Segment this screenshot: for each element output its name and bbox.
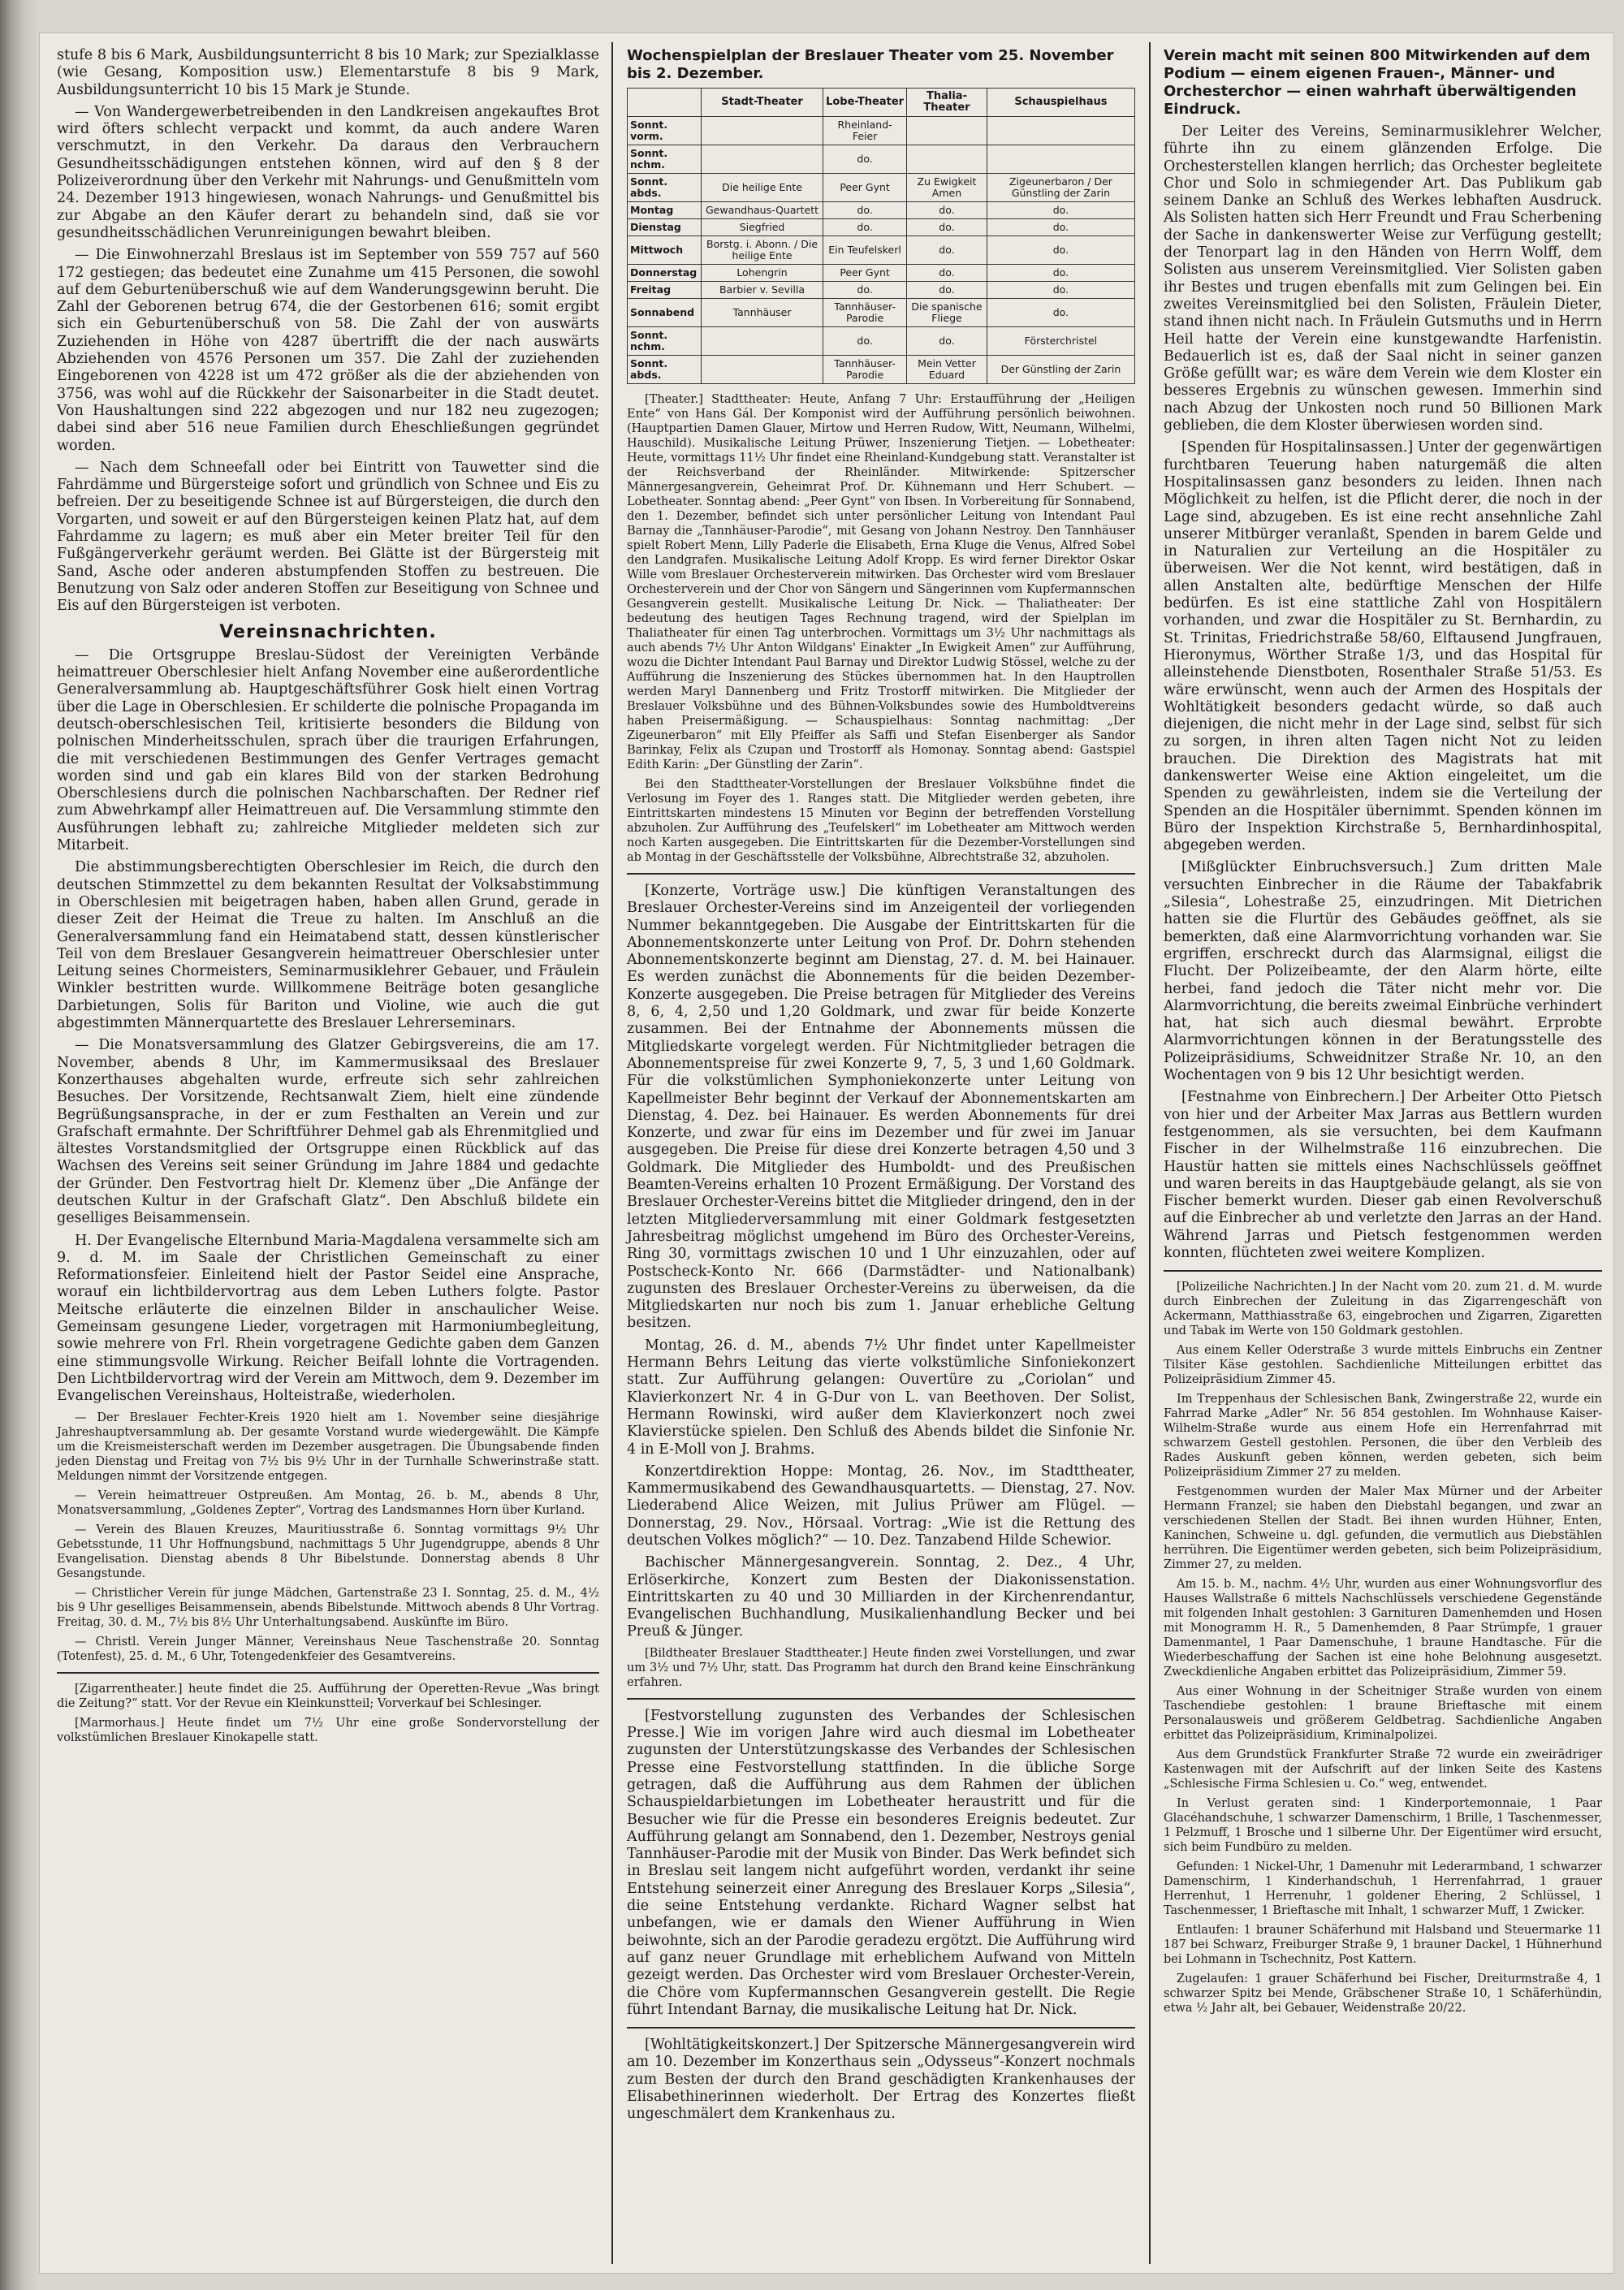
table-row-day: Donnerstag — [628, 265, 702, 282]
table-cell: do. — [907, 327, 987, 356]
notice: Am 15. b. M., nachm. 4½ Uhr, wurden aus einer Wohnungsvorflur des Hauses Wallstraße 6 mittels Nachschlüssels verschiedene Gegenstände mit folgenden Inhalt gestohlen: 3 Garnituren Damenhemden und Hosen mit Monogramm H. R., 5 Damenhemden, 8 Paar Strümpfe, 1 grauer Damenmantel, 1 Paar Damenschuhe, 1 braune Handtasche. Für die Wiederbeschaffung der Sachen ist eine hohe Belohnung ausgesetzt. Zweckdienliche Angaben erbittet das Polizeipräsidium, Zimmer 59. — [1164, 1578, 1602, 1679]
table-cell: Die spanische Fliege — [907, 299, 987, 327]
notice: Aus dem Grundstück Frankfurter Straße 72 wurde ein zweirädriger Kastenwagen mit der Aufschrift auf der linken Seite des Kastens „Schlesische Firma Schlesien u. Co.“ weg, entwendet. — [1164, 1748, 1602, 1791]
small-notices — [57, 1411, 599, 1745]
table-cell: do. — [987, 299, 1134, 327]
notice: Gefunden: 1 Nickel-Uhr, 1 Damenuhr mit Lederarmband, 1 schwarzer Damenschirm, 1 Kinderhandschuh, 1 Herrenfahrrad, 1 grauer Herrenhut, 1 Herrenuhr, 1 goldener Ehering, 2 Schlüssel, 1 Taschenmesser, 1 Brieftasche mit Inhalt, 1 schwarzer Muff, 1 Zwicker. — [1164, 1860, 1602, 1918]
column-rule — [611, 42, 613, 2264]
article-paragraph: — Nach dem Schneefall oder bei Eintritt von Tauwetter sind die Fahrdämme und Bürgersteige sofort und gründlich von Schnee und Eis zu befreien. Der zu beseitigende Schnee ist auf Bürgersteigen, die durch den Vorgarten, und soweit er auf den Bürgersteigen keinen Platz hat, auf dem Fahrdamme zu lagern; es muß aber ein Meter breiter Teil für den Fußgängerverkehr geräumt werden. Bei Glätte ist der Bürgersteig mit Sand, Asche oder anderen abstumpfenden Stoffen zu bestreuen. Die Benutzung von Salz oder anderen Stoffen zur Beseitigung von Schnee und Eis auf den Bürgersteigen ist verboten. — [57, 459, 599, 615]
article-paragraph: Bei den Stadttheater-Vorstellungen der Breslauer Volksbühne findet die Verlosung im Foyer des 1. Ranges statt. Die Mitglieder werden gebeten, ihre Eintrittskarten mindestens 15 Minuten vor Beginn der betreffenden Vorstellung abzuholen. Zur Aufführung des „Teufelskerl“ im Lobetheater am Mittwoch werden noch Karten ausgegeben. Die Eintrittskarten für die Dezember-Vorstellungen sind ab Montag in der Geschäftsstelle der Volksbühne, Albrechtstraße 32, abzuholen. — [627, 778, 1135, 864]
article-paragraph: stufe 8 bis 6 Mark, Ausbildungsunterricht 8 bis 10 Mark; zur Spezialklasse (wie Gesang, Komposition usw.) Elementarstufe 8 bis 9 Mark, Ausbildungsunterricht 10 bis 15 Mark je Stunde. — [57, 47, 599, 98]
notice: — Verein heimattreuer Ostpreußen. Am Montag, 26. b. M., abends 8 Uhr, Monatsversammlung, „Goldenes Zepter“, Vortrag des Landsmannes Horn über Kurland. — [57, 1488, 599, 1517]
table-row — [628, 327, 1135, 356]
table-row — [628, 145, 1135, 174]
table-cell — [702, 117, 823, 145]
column-left — [57, 47, 599, 1750]
table-cell: Mein Vetter Eduard — [907, 356, 987, 384]
notice: Im Treppenhaus der Schlesischen Bank, Zwingerstraße 22, wurde ein Fahrrad Marke „Adler“ Nr. 56 854 gestohlen. Im Wohnhause Kaiser-Wilhelm-Straße wurde aus einem Hofe ein Herrenfahrrad mit schwarzem Gestell gestohlen. Personen, die über den Verbleib des Rades Auskunft geben können, werden gebeten, sich beim Polizeipräsidium Zimmer 27 zu melden. — [1164, 1393, 1602, 1480]
table-cell: Gewandhaus-Quartett — [702, 202, 823, 219]
table-cell: Borstg. i. Abonn. / Die heilige Ente — [702, 236, 823, 265]
table-cell: Peer Gynt — [823, 265, 907, 282]
notice: — Christl. Verein Junger Männer, Vereinshaus Neue Taschenstraße 20. Sonntag (Totenfest), 25. d. M., 6 Uhr, Totengedenkfeier des Gesamtvereins. — [57, 1635, 599, 1663]
table-row-day: Dienstag — [628, 219, 702, 236]
table-cell: Peer Gynt — [823, 174, 907, 202]
article-paragraph: [Theater.] Stadttheater: Heute, Anfang 7 Uhr: Erstaufführung der „Heiligen Ente“ von Hans Gál. Der Komponist wird der Aufführung persönlich beiwohnen. (Hauptpartien Damen Glauer, Mirtow und Herren Rudow, Witt, Neumann, Wilhelmi, Hauschild). Musikalische Leitung Prüwer, Inszenierung Tietjen. — Lobetheater: Heute, vormittags 11½ Uhr findet eine Rheinland-Kundgebung statt. Veranstalter ist der Reichsverband der Rheinländer. Mitwirkende: Spitzerscher Männergesangverein, Geheimrat Prof. Dr. Kühnemann und Herr Schubert. — Lobetheater. Sonntag abend: „Peer Gynt“ von Ibsen. In Vorbereitung für Sonnabend, den 1. Dezember, befindet sich unter persönlicher Leitung von Intendant Paul Barnay die „Tannhäuser-Parodie“, mit Gesang von Johann Nestroy. Den Tannhäuser spielt Robert Menn, Lilly Paderle die Elisabeth, Erna Kluge die Venus, Alfred Sobel den Landgrafen. Musikalische Leitung Adolf Kropp. Es wird ferner Direktor Oskar Wille vom Breslauer Orchesterverein mitwirken. Das Orchester wird vom Breslauer Orchesterverein und der Chor von Sängern und Sängerinnen vom Kupfermannschen Gesangverein gestellt. Musikalische Leitung Dr. Nick. — Thaliatheater: Der bedeutung des heutigen Tages Rechnung tragend, wird der Spielplan im Thaliatheater für einen Tag unterbrochen. Vormittags um 3½ Uhr nachmittags als auch abends 7½ Uhr Anton Wildgans' Einakter „In Ewigkeit Amen“ zur Aufführung, wozu die Dichter Intendant Paul Barnay und Direktor Ludwig Stössel, welche zu der Aufführung die Inszenierung des Stückes übernommen hat. In den Hauptrollen werden Maryl Dannenberg und Fritz Trostorff mitwirken. Die Mitglieder der Breslauer Volksbühne und des Bühnen-Volksbundes sowie des Humboldtvereins haben Preisermäßigung. — Schauspielhaus: Sonntag nachmittag: „Der Zigeunerbaron“ mit Elly Pfeiffer als Saffi und Stefan Eisenberger als Sandor Barinkay, Felix als Czupan und Trostorff als Homonay. Sonntag abend: Gastspiel Edith Karin: „Der Günstling der Zarin“. — [627, 393, 1135, 771]
table-cell: do. — [907, 265, 987, 282]
article-paragraph: [Bildtheater Breslauer Stadttheater.] Heute finden zwei Vorstellungen, und zwar um 3½ und 7½ Uhr, statt. Das Programm hat durch den Brand keine Einschränkung erfahren. — [627, 1646, 1135, 1689]
table-row — [628, 236, 1135, 265]
article-paragraph: — Die Einwohnerzahl Breslaus ist im September von 559 757 auf 560 172 gestiegen; das bedeutet eine Zunahme um 415 Personen, die sowohl auf dem Geburtenüberschuß wie auf dem Wanderungsgewinn beruht. Die Zahl der Geborenen betrug 674, die der Gestorbenen 616; somit ergibt sich ein Geburtenüberschuß von 58. Die Zahl der von auswärts Zuziehenden in Höhe von 4287 übertrifft die der nach auswärts Abziehenden von 4576 Personen um 357. Die Zahl der zuziehenden Eingeborenen von 4228 ist um 472 größer als die der abziehenden von 3756, was wohl auf die Rückkehr der Saisonarbeiter in die Stadt deutet. Von Haushaltungen sind 222 abgezogen und nur 182 neu zugezogen; dabei sind aber 516 neue Familien durch Eheschließungen gegründet worden. — [57, 247, 599, 454]
table-cell: do. — [823, 327, 907, 356]
table-row-day: Freitag — [628, 282, 702, 299]
article-paragraph: [Festnahme von Einbrechern.] Der Arbeiter Otto Pietsch von hier und der Arbeiter Max Jarras aus Bettlern wurden festgenommen, als sie versuchten, bei dem Kaufmann Fischer in der Wilhelmstraße 116 einzubrechen. Die Haustür hatten sie mittels eines Nachschlüssels geöffnet und waren bereits in das Hauptgebäude gelangt, als sie von Fischer bemerkt wurden. Dieser gab einen Revolverschuß auf die Einbrecher ab und verletzte den Jarras an der Hand. Während Jarras und Pietsch festgenommen werden konnten, flüchteten zwei weitere Komplizen. — [1164, 1089, 1602, 1261]
notice: In Verlust geraten sind: 1 Kinderportemonnaie, 1 Paar Glacéhandschuhe, 1 schwarzer Damenschirm, 1 Brille, 1 Taschenmesser, 1 Pelzmuff, 1 Brosche und 1 silberne Uhr. Der Eigentümer wird ersucht, sich beim Fundbüro zu melden. — [1164, 1797, 1602, 1855]
notice: [Zigarrentheater.] heute findet die 25. Aufführung der Operetten-Revue „Was bringt die Zeitung?“ statt. Vor der Revue ein Kleinkunstteil; Vorverkauf bei Schlesinger. — [57, 1682, 599, 1710]
table-cell: do. — [907, 219, 987, 236]
table-cell: Rheinland-Feier — [823, 117, 907, 145]
article-paragraph: Montag, 26. d. M., abends 7½ Uhr findet unter Kapellmeister Hermann Behrs Leitung das vierte volkstümliche Sinfoniekonzert statt. Zur Aufführung gelangen: Ouvertüre zu „Coriolan“ und Klavierkonzert Nr. 4 in G-Dur von L. van Beethoven. Der Solist, Hermann Rowinski, wird außer dem Klavierkonzert noch zwei Klavierstücke spielen. Den Schluß des Abends bildet die Sinfonie Nr. 4 in E-Moll von J. Brahms. — [627, 1337, 1135, 1458]
article-paragraph: [Mißglückter Einbruchsversuch.] Zum dritten Male versuchten Einbrecher in die Räume der Tabakfabrik „Silesia“, Lohestraße 25, einzudringen. Mit Dietrichen hatten sie die Flurtür des Gebäudes geöffnet, als sie bemerkten, daß eine Alarmvorrichtung vorhanden war. Sie ergriffen, erschreckt durch das Alarmsignal, eiligst die Flucht. Der Polizeibeamte, der den Alarm hörte, eilte herbei, fand jedoch die Täter nicht mehr vor. Die Alarmvorrichtung, die bereits zweimal Einbrüche verhindert hat, hat sich auch diesmal bewährt. Erprobte Alarmvorrichtungen können in der Beratungsstelle des Polizeipräsidiums, Schweidnitzer Straße Nr. 10, an den Wochentagen von 9 bis 12 Uhr besichtigt werden. — [1164, 859, 1602, 1084]
table-row — [628, 265, 1135, 282]
table-row — [628, 202, 1135, 219]
notice: [Polizeiliche Nachrichten.] In der Nacht vom 20. zum 21. d. M. wurde durch Einbrechen der Zuleitung in das Zigarrengeschäft von Ackermann, Matthiasstraße 63, eingebrochen und Zigarren, Zigaretten und Tabak im Werte von 150 Goldmark gestohlen. — [1164, 1281, 1602, 1338]
police-notices — [1164, 1280, 1602, 2016]
table-row — [628, 219, 1135, 236]
table-header: Stadt-Theater — [702, 89, 823, 117]
article-paragraph: Der Leiter des Vereins, Seminarmusiklehrer Welcher, führte ihn zu einem glänzenden Erfolge. Die Orchesterstellen klangen herrlich; das Orchester begleitete Chor und Solo in schmiegender Art. Das Publikum gab seinem Danke an Schluß des Werkes lebhaften Ausdruck. Als Solisten hatten sich Herr Freundt und Frau Scherbening der Sache in dankenswerter Weise zur Verfügung gestellt; der Tenorpart lag in den Händen von Herrn Wolff, dem Solisten aus unserem Vereinsmitglied. Vier Solisten gaben ihr Bestes und trugen ebenfalls mit zum Gelingen bei. Ein zweites Vereinsmitglied bei den Solisten, Fräulein Dieter, stand ihnen nicht nach. In Fräulein Gutsmuths und in Herrn Heil hatte der Verein eine kunstgewandte Harfenistin. Bedauerlich ist es, daß der Saal nicht in seiner ganzen Größe gefüllt war; es wäre dem Verein wie dem Kloster ein besseres Ergebnis zu wünschen gewesen. Immerhin sind nach Abzug der Unkosten noch rund 50 Billionen Mark geblieben, die dem Kloster überwiesen worden sind. — [1164, 123, 1602, 434]
article-paragraph: Konzertdirektion Hoppe: Montag, 26. Nov., im Stadttheater, Kammermusikabend des Gewandhausquartetts. — Dienstag, 27. Nov. Liederabend Alice Weizen, mit Julius Prüwer am Flügel. — Donnerstag, 29. Nov., Hörsaal. Vortrag: „Wie ist die Rettung des deutschen Volkes möglich?“ — 10. Dez. Tanzabend Hilde Schewior. — [627, 1463, 1135, 1549]
column-rule — [1149, 42, 1151, 2264]
notice: — Verein des Blauen Kreuzes, Mauritiusstraße 6. Sonntag vormittags 9½ Uhr Gebetsstunde, 11 Uhr Hoffnungsbund, nachmittags 5 Uhr Jugendgruppe, abends 8 Uhr Evangelisation. Dienstag abends 8 Uhr Bibelstunde. Donnerstag abends 8 Uhr Gesangstunde. — [57, 1523, 599, 1580]
table-row-day: Sonnt. abds. — [628, 174, 702, 202]
theater-notes — [627, 392, 1135, 865]
table-row — [628, 356, 1135, 384]
table-row-day: Sonnabend — [628, 299, 702, 327]
table-cell: do. — [823, 219, 907, 236]
section-heading: Vereinsnachrichten. — [219, 621, 437, 642]
article-paragraph: — Die Monatsversammlung des Glatzer Gebirgsvereins, die am 17. November, abends 8 Uhr, im Kammermusiksaal des Breslauer Konzerthauses abgehalten wurde, erfreute sich sehr zahlreichen Besuches. Der Vorsitzende, Rechtsanwalt Ziem, hielt eine zündende Begrüßungsansprache, in der er zum Festhalten an Verein und zur Grafschaft ermahnte. Der Schriftführer Dehmel gab als Ehrenmitglied und ältestes Vorstandsmitglied der Ortsgruppe einen Rückblick auf das Wachsen des Vereins seit seiner Gründung im Jahre 1884 und gedachte der Gründer. Den Festvortrag hielt Dr. Klemenz über „Die Anfänge der deutschen Kultur in der Grafschaft Glatz“. Den Abschluß bildete ein geselliges Beisammensein. — [57, 1037, 599, 1227]
table-header: Lobe-Theater — [823, 89, 907, 117]
article-paragraph: — Von Wandergewerbetreibenden in den Landkreisen angekauftes Brot wird öfters schlecht verpackt und kommt, da auch andere Waren verschmutzt, in den Verkehr. Da daraus den Verbrauchern Gesundheitsschädigungen entstehen können, wird auf den § 8 der Polizeiverordnung über den Verkehr mit Nahrungs- und Genußmitteln vom 24. Dezember 1913 hingewiesen, wonach Nahrungs- und Genußmittel bis zur Abgabe an den Käufer derart zu behandeln sind, daß sie vor gesundheitsschädlichen Verunreinigungen bewahrt bleiben. — [57, 103, 599, 241]
table-cell: do. — [987, 282, 1134, 299]
table-cell — [702, 356, 823, 384]
table-cell: do. — [987, 236, 1134, 265]
table-row-day: Sonnt. nchm. — [628, 145, 702, 174]
table-cell — [702, 327, 823, 356]
table-cell: do. — [987, 219, 1134, 236]
table-row-day: Sonnt. nchm. — [628, 327, 702, 356]
divider — [1164, 1270, 1602, 1272]
table-cell: do. — [823, 202, 907, 219]
notice: Entlaufen: 1 brauner Schäferhund mit Halsband und Steuermarke 11 187 bei Schwarz, Freiburger Straße 9, 1 brauner Dackel, 1 Hühnerhund bei Lohmann in Tschechnitz, Post Kattern. — [1164, 1924, 1602, 1967]
column-right — [1164, 47, 1602, 2020]
notice: — Christlicher Verein für junge Mädchen, Gartenstraße 23 I. Sonntag, 25. d. M., 4½ bis 9 Uhr geselliges Beisammensein, abends Bibelstunde. Mittwoch abends 8 Uhr Vortrag. Freitag, 30. d. M., 7½ bis 8½ Uhr Unterhaltungsabend. Auskünfte im Büro. — [57, 1586, 599, 1629]
divider — [627, 2027, 1135, 2029]
article-paragraph: Die abstimmungsberechtigten Oberschlesier im Reich, die durch den deutschen Stimmzettel zu dem bekannten Resultat der Volksabstimmung in Oberschlesien mit beigetragen haben, haben allen Grund, gerade in dieser Zeit der Heimat die Treue zu halten. Im Anschluß an die Generalversammlung fand ein Heimatabend statt, dessen künstlerischer Teil von dem Breslauer Gesangverein heimattreuer Oberschlesier unter Leitung seines Chormeisters, Seminarmusiklehrer Gebauer, und Fräulein Winkler bestritten wurde. Willkommene Beiträge boten gesangliche Darbietungen, Solis für Bariton und Violine, wie auch die gut abgestimmten Männerquartette des Breslauer Lehrerseminars. — [57, 859, 599, 1032]
article-paragraph: Bachischer Männergesangverein. Sonntag, 2. Dez., 4 Uhr, Erlöserkirche, Konzert zum Besten der Diakonissenstation. Eintrittskarten zu 40 und 30 Milliarden in der Kirchenrendantur, Evangelischen Buchhandlung, Musikalienhandlung Becker und bei Preuß & Jünger. — [627, 1554, 1135, 1640]
table-cell: do. — [907, 282, 987, 299]
table-header — [628, 89, 702, 117]
table-cell — [907, 117, 987, 145]
table-row — [628, 299, 1135, 327]
notice: [Marmorhaus.] Heute findet um 7½ Uhr eine große Sondervorstellung der volkstümlichen Breslauer Kinokapelle statt. — [57, 1716, 599, 1744]
table-header: Schauspielhaus — [987, 89, 1134, 117]
table-cell: Tannhäuser — [702, 299, 823, 327]
table-row-day: Sonnt. vorm. — [628, 117, 702, 145]
table-cell: do. — [907, 202, 987, 219]
article-banner: Verein macht mit seinen 800 Mitwirkenden auf dem Podium — einem eigenen Frauen-, Männer- und Orchesterchor — einen wahrhaft überwältigenden Eindruck. — [1164, 47, 1591, 118]
table-cell: Zigeunerbaron / Der Günstling der Zarin — [987, 174, 1134, 202]
table-header: Thalia-Theater — [907, 89, 987, 117]
theater-plan-heading: Wochenspielplan der Breslauer Theater vom 25. November bis 2. Dezember. — [627, 47, 1114, 82]
table-cell: Lohengrin — [702, 265, 823, 282]
table-cell: do. — [907, 236, 987, 265]
table-cell: do. — [823, 282, 907, 299]
article-paragraph: — Die Ortsgruppe Breslau-Südost der Vereinigten Verbände heimattreuer Oberschlesier hielt Anfang November eine außerordentliche Generalversammlung ab. Hauptgeschäftsführer Gosk hielt einen Vortrag über die Lage in Oberschlesien. Er schilderte die polnische Propaganda im deutsch-oberschlesischen Teil, kritisierte besonders die Bildung von polnischen Minderheitsschulen, sprach über die traurigen Erfahrungen, die mit verschiedenen Bestimmungen des Genfer Vertrages gemacht worden sind und gab ein klares Bild von der starken Bedrohung Oberschlesiens durch die polnischen Nachbarschaften. Der Redner rief zum Abwehrkampf aller Heimattreuen auf. Die Versammlung stimmte den Ausführungen lebhaft zu; zahlreiche Mitglieder meldeten sich zur Mitarbeit. — [57, 646, 599, 854]
table-cell — [987, 117, 1134, 145]
table-cell: Siegfried — [702, 219, 823, 236]
table-cell: do. — [987, 202, 1134, 219]
table-cell — [907, 145, 987, 174]
article-paragraph: H. Der Evangelische Elternbund Maria-Magdalena versammelte sich am 9. d. M. im Saale der Christlichen Gemeinschaft zu einer Reformationsfeier. Einleitend hielt der Pastor Seidel eine Ansprache, worauf ein lichtbildervortrag aus dem Leben Luthers folgte. Pastor Meitsche erläuterte die einzelnen Bilder in anschaulicher Weise. Gemeinsam gesungene Lieder, vorgetragen mit Harmoniumbegleitung, sowie mehrere von Frl. Rhein vorgetragene Gedichte gaben dem Ganzen eine stimmungsvolle Wirkung. Reicher Beifall lohnte die Vortragenden. Den Lichtbildervortrag wird der Verein am Mittwoch, dem 9. Dezember im Evangelischen Vereinshaus, Holteistraße, wiederholen. — [57, 1232, 599, 1405]
table-cell: Tannhäuser-Parodie — [823, 299, 907, 327]
notice: Aus einer Wohnung in der Scheitniger Straße wurden von einem Taschendiebe gestohlen: 1 braune Brieftasche mit einem Personalausweis und größerem Geldbetrag. Sachdienliche Angaben erbittet das Polizeipräsidium, Kriminalpolizei. — [1164, 1685, 1602, 1743]
table-cell: Tannhäuser-Parodie — [823, 356, 907, 384]
table-row — [628, 282, 1135, 299]
table-cell — [987, 145, 1134, 174]
table-row-day: Montag — [628, 202, 702, 219]
table-cell: Barbier v. Sevilla — [702, 282, 823, 299]
table-cell: Försterchristel — [987, 327, 1134, 356]
article-paragraph: [Konzerte, Vorträge usw.] Die künftigen Veranstaltungen des Breslauer Orchester-Vereins sind im Anzeigenteil der vorliegenden Nummer bekanntgegeben. Die Ausgabe der Eintrittskarten für die Abonnementskonzerte unter Leitung von Prof. Dr. Dohrn stehenden Abonnementskonzerte beginnt am Dienstag, 27. d. M. bei Hainauer. Es werden zunächst die Abonnements für die beiden Dezember-Konzerte ausgegeben. Die Preise betragen für Mitglieder des Vereins 8, 6, 4, 2,50 und 1,20 Goldmark, und zwar für beide Konzerte zusammen. Bei der Entnahme der Abonnements müssen die Mitgliedskarte vorgelegt werden. Für Nichtmitglieder betragen die Abonnementspreise für zwei Konzerte 9, 7, 5, 3 und 1,60 Goldmark. Für die volkstümlichen Symphoniekonzerte unter Leitung von Kapellmeister Behr beginnt der Verkauf der Abonnementskarten am Dienstag, 4. Dez. bei Hainauer. Es werden Abonnements für drei Konzerte, und zwar für eins im Dezember und für zwei im Januar ausgegeben. Die Preise für diese drei Konzerte betragen 4,50 und 3 Goldmark. Die Mitglieder des Humboldt- und des Preußischen Beamten-Vereins erhalten 10 Prozent Ermäßigung. Der Vorstand des Breslauer Orchester-Vereins bittet die Mitglieder dringend, den in der letzten Mitgliederversammlung mit einer Goldmark festgesetzten Jahresbeitrag möglichst umgehend im Büro des Orchester-Vereins, Ring 30, vormittags zwischen 10 und 1 Uhr einzuzahlen, oder auf Postscheck-Konto Nr. 666 (Darmstädter- und Nationalbank) zugunsten des Breslauer Orchester-Vereins zu überweisen, da die Mitgliedskarten nur noch bis zum 1. Januar erhebliche Geltung besitzen. — [627, 883, 1135, 1332]
article-paragraph: [Spenden für Hospitalinsassen.] Unter der gegenwärtigen furchtbaren Teuerung haben naturgemäß die alten Hospitalinsassen ganz besonders zu leiden. Ihnen nach Möglichkeit zu helfen, ist die Pflicht derer, die noch in der Lage sind, abzugeben. Es ist eine recht ansehnliche Zahl unserer Mitbürger veranlaßt, Spenden in barem Gelde und in Naturalien zur Verteilung an die Hospitäler zu überweisen. Wer die Not kennt, wird bestätigen, daß in allen Anstalten alte, bedürftige Menschen der Hilfe bedürfen. Es ist eine stattliche Zahl von Hospitälern vorhanden, und zwar die Hospitäler zu St. Bernhardin, zu St. Trinitas, Friedrichstraße 58/60, Elftausend Jungfrauen, Hieronymus, Wörther Straße 1/3, und das Hospital für alleinstehende Dienstboten, Rosenthaler Straße 51/53. Es wäre erwünscht, wenn auch der Armen des Hospitals der Wohltätigkeit besonders gedacht würde, so daß auch diejenigen, die nicht mehr in der Lage sind, selbst für sich zu sorgen, in ihren alten Tagen nicht Not zu leiden brauchen. Die Direktion des Magistrats hat mit dankenswerter Weise eine Aktion eingeleitet, um die Spenden zu gewährleisten, indem sie die Verteilung der Spenden an die Hospitäler übernimmt. Spenden können im Büro der Inspektion Kirchstraße 5, Bernhardinhospital, abgegeben werden. — [1164, 439, 1602, 854]
table-cell: do. — [987, 265, 1134, 282]
table-row-day: Mittwoch — [628, 236, 702, 265]
article-paragraph: [Wohltätigkeitskonzert.] Der Spitzersche Männergesangverein wird am 10. Dezember im Konzerthaus sein „Odysseus“-Konzert nochmals zum Besten der durch den Brand geschädigten Krankenhauses der Elisabethinerinnen wiederholt. Der Ertrag des Konzertes fließt ungeschmälert dem Krankenhaus zu. — [627, 2037, 1135, 2123]
table-cell: Die heilige Ente — [702, 174, 823, 202]
newspaper-page — [39, 32, 1614, 2274]
table-row-day: Sonnt. abds. — [628, 356, 702, 384]
page-edge — [0, 0, 39, 2290]
notice: Aus einem Keller Oderstraße 3 wurde mittels Einbruchs ein Zentner Tilsiter Käse gestohlen. Sachdienliche Mitteilungen erbittet das Polizeipräsidium Zimmer 45. — [1164, 1344, 1602, 1387]
table-row — [628, 117, 1135, 145]
table-cell: Der Günstling der Zarin — [987, 356, 1134, 384]
table-cell — [702, 145, 823, 174]
divider — [627, 1698, 1135, 1700]
table-row — [628, 174, 1135, 202]
divider — [627, 873, 1135, 875]
theater-schedule-table — [627, 88, 1135, 384]
table-cell: Ein Teufelskerl — [823, 236, 907, 265]
table-cell: Zu Ewigkeit Amen — [907, 174, 987, 202]
table-cell: do. — [823, 145, 907, 174]
notice: Festgenommen wurden der Maler Max Mürner und der Arbeiter Hermann Franzel; sie haben den Diebstahl begangen, und zwar an verschiedenen Stellen der Stadt. Bei ihnen wurden Hühner, Enten, Kaninchen, Schweine u. dgl. gefunden, die vermutlich aus Diebstählen herrühren. Die Eigentümer werden gebeten, sich beim Polizeipräsidium, Zimmer 27, zu melden. — [1164, 1485, 1602, 1572]
column-middle — [627, 47, 1135, 2128]
notice: Zugelaufen: 1 grauer Schäferhund bei Fischer, Dreiturmstraße 4, 1 schwarzer Spitz bei Mende, Gräbschener Straße 10, 1 Schäferhündin, etwa ½ Jahr alt, bei Gebauer, Weidenstraße 20/22. — [1164, 1972, 1602, 2016]
article-paragraph: [Festvorstellung zugunsten des Verbandes der Schlesischen Presse.] Wie im vorigen Jahre wird auch diesmal im Lobetheater zugunsten der Unterstützungskasse des Verbandes der Schlesischen Presse eine Festvorstellung stattfinden. In die übliche Sorge getragen, daß die Aufführung aus dem Rahmen der üblichen Schauspieldarbietungen im Lobetheater heraustritt und für die Besucher wie für die Presse ein besonderes Ereignis bedeutet. Zur Aufführung gelangt am Sonnabend, den 1. Dezember, Nestroys genial Tannhäuser-Parodie mit der Musik von Binder. Das Werk befindet sich in Breslau seit langem nicht aufgeführt worden, verdankt ihr seine Entstehung seinerzeit einer Anregung des Breslauer Korps „Silesia“, die seine Entstehung verdankte. Richard Wagner selbst hat unbefangen, wie er damals den Wiener Aufführung in Wien beiwohnte, sich an der Parodie geradezu ergötzt. Die Aufführung wird auf ganz neuer Grundlage mit erheblichem Aufwand von Mitteln gezeigt werden. Das Orchester wird vom Breslauer Orchester-Verein, die Chöre vom Kupfermannschen Gesangverein gestellt. Die Regie führt Intendant Barnay, die musikalische Leitung hat Dr. Nick. — [627, 1707, 1135, 2018]
notice: — Der Breslauer Fechter-Kreis 1920 hielt am 1. November seine diesjährige Jahreshauptversammlung ab. Der gesamte Vorstand wurde wiedergewählt. Die Kämpfe um die Kreismeisterschaft werden im Dezember ausgetragen. Die Übungsabende finden jeden Dienstag und Freitag von 7½ bis 9½ Uhr in der Turnhalle Schwerinstraße statt. Meldungen nimmt der Vorsitzende entgegen. — [57, 1411, 599, 1483]
divider — [57, 1672, 599, 1674]
